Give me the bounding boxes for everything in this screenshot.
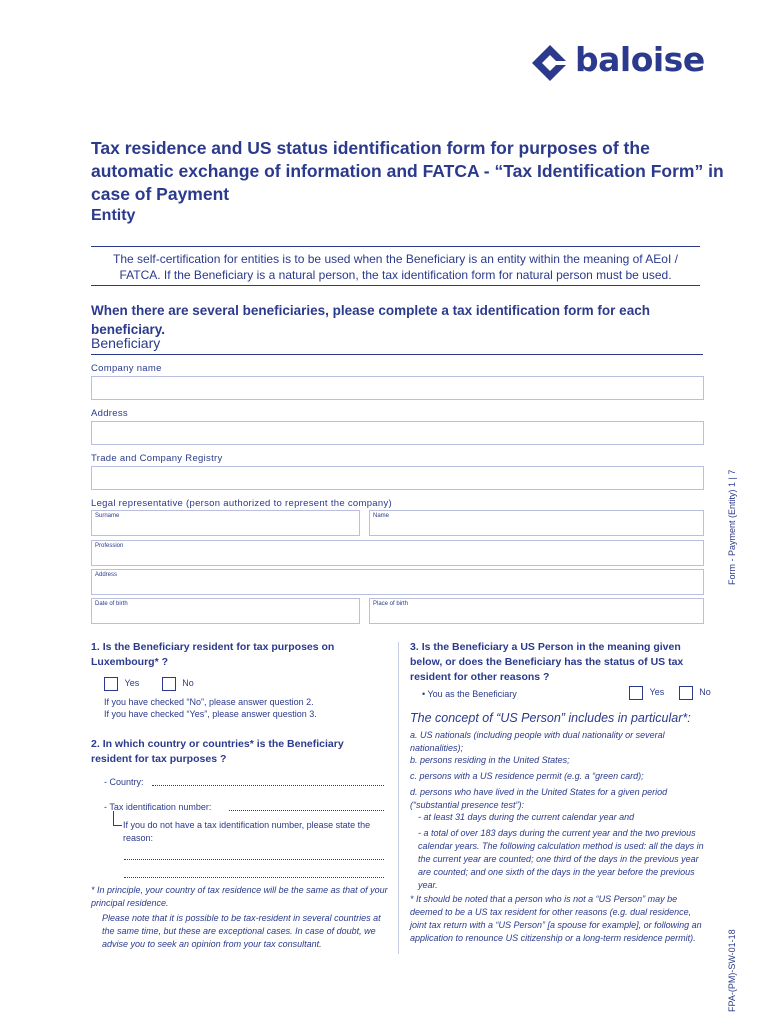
- brand-name: baloise: [575, 40, 705, 79]
- q1-options: [104, 677, 194, 691]
- column-divider: [398, 642, 399, 954]
- info-line-1: The self-certification for entities is to be used when the Beneficiary is an entity within the meaning of AEoI /: [113, 252, 678, 266]
- q3-no-checkbox[interactable]: [679, 686, 693, 700]
- side-form-label: Form - Payment (Entity) 1 | 7: [727, 469, 737, 585]
- left-footnote-2: Please note that it is possible to be tax-resident in several countries at the same time, but these are exceptional cases. In case of doubt, we advise you to seek an opinion from your tax consultant.: [102, 913, 381, 949]
- concept-title: The concept of “US Person” includes in particular*:: [410, 711, 691, 725]
- concept-item-c: c. persons with a US residence permit (e.g. a “green card);: [410, 771, 644, 781]
- rep-address-label: Address: [95, 572, 118, 578]
- concept-item-d: d. persons who have lived in the United States for a given period (“substantial presence test”):: [410, 787, 668, 810]
- q2-reason-line-2[interactable]: [124, 877, 384, 878]
- q3-no-label: No: [699, 687, 711, 698]
- q3-yes-label: Yes: [649, 687, 665, 698]
- q1-no-label: No: [182, 678, 194, 689]
- address-label: Address: [91, 408, 128, 419]
- q2-country-label: - Country:: [104, 777, 144, 787]
- right-footnote: * It should be noted that a person who is not a “US Person” may be deemed to be a US tax resident for other reasons (e.g. dual residence, joint tax return with a “US Person” [a spouse for example], or following an application to renounce US citizenship or a long-term residence permit).: [410, 894, 702, 943]
- q1-hint-1: If you have checked “No”, please answer question 2.: [104, 697, 314, 707]
- q2-tin-label: - Tax identification number:: [104, 802, 212, 812]
- company-name-field[interactable]: [91, 376, 704, 400]
- page-title: Tax residence and US status identification form for purposes of the automatic exchange of information and FATCA - “Tax Identification Form” in case of Payment: [91, 138, 724, 204]
- q2-text: In which country or countries* is the Beneficiary resident for tax purposes ?: [91, 738, 344, 765]
- q2-no-tin-label: If you do not have a tax identification number, please state the reason:: [123, 820, 371, 843]
- rep-address-field[interactable]: [91, 569, 704, 595]
- q2-bracket: [113, 811, 122, 826]
- name-label: Name: [373, 513, 390, 519]
- profession-field[interactable]: [91, 540, 704, 566]
- q3-text: Is the Beneficiary a US Person in the meaning given below, or does the Beneficiary has the status of US tax resident for other reasons ?: [410, 641, 684, 683]
- q1-yes-checkbox[interactable]: [104, 677, 118, 691]
- concept-sub-2: - a total of over 183 days during the current year and the two previous calendar years. The following calculation method is used: all the days in the current year are counted; one third of the days in the previous year are counted; and one sixth of the days in the year before the previous year.: [418, 828, 704, 890]
- q2-country-input[interactable]: [152, 785, 384, 786]
- q2-reason-line-1[interactable]: [124, 859, 384, 860]
- diamond-logo-icon: [531, 44, 569, 82]
- address-field[interactable]: [91, 421, 704, 445]
- q2-number: 2.: [91, 738, 100, 750]
- q3-number: 3.: [410, 641, 419, 653]
- q3-options: [629, 686, 711, 700]
- concept-item-a: a. US nationals (including people with dual nationality or several nationalities);: [410, 730, 665, 753]
- date-of-birth-label: Date of birth: [95, 601, 128, 607]
- question-3: [410, 640, 705, 685]
- q1-no-checkbox[interactable]: [162, 677, 176, 691]
- registry-field[interactable]: [91, 466, 704, 490]
- name-field[interactable]: [369, 510, 704, 536]
- section-divider: [91, 354, 703, 355]
- info-text: [91, 251, 700, 283]
- q3-yes-checkbox[interactable]: [629, 686, 643, 700]
- q1-text: Is the Beneficiary resident for tax purposes on Luxembourg* ?: [91, 641, 335, 668]
- baloise-logo: [531, 42, 711, 82]
- section-title: Beneficiary: [91, 335, 161, 351]
- q2-tin-input[interactable]: [229, 810, 384, 811]
- beneficiaries-note: When there are several beneficiaries, please complete a tax identification form for each beneficiary.: [91, 303, 650, 337]
- q1-yes-label: Yes: [124, 678, 140, 689]
- legal-rep-label: Legal representative (person authorized to represent the company): [91, 498, 392, 509]
- surname-label: Surname: [95, 513, 120, 519]
- left-footnote-1: * In principle, your country of tax residence will be the same as that of your principal residence.: [91, 885, 388, 908]
- question-2: [91, 737, 386, 767]
- company-name-label: Company name: [91, 363, 162, 374]
- info-box: [91, 246, 700, 286]
- side-form-code: FPA-(PM)-SW-01-18: [727, 929, 737, 1012]
- concept-sub-1: - at least 31 days during the current calendar year and: [418, 812, 635, 822]
- q3-bullet: • You as the Beneficiary: [422, 689, 517, 699]
- q1-number: 1.: [91, 641, 100, 653]
- surname-field[interactable]: [91, 510, 360, 536]
- place-of-birth-field[interactable]: [369, 598, 704, 624]
- q1-hint-2: If you have checked “Yes”, please answer question 3.: [104, 709, 317, 719]
- page-subtitle: Entity: [91, 207, 136, 224]
- place-of-birth-label: Place of birth: [373, 601, 409, 607]
- profession-label: Profession: [95, 543, 124, 549]
- info-line-2: FATCA. If the Beneficiary is a natural person, the tax identification form for natural person must be used.: [119, 268, 672, 282]
- concept-item-b: b. persons residing in the United States;: [410, 755, 570, 765]
- date-of-birth-field[interactable]: [91, 598, 360, 624]
- registry-label: Trade and Company Registry: [91, 453, 223, 464]
- question-1: [91, 640, 386, 670]
